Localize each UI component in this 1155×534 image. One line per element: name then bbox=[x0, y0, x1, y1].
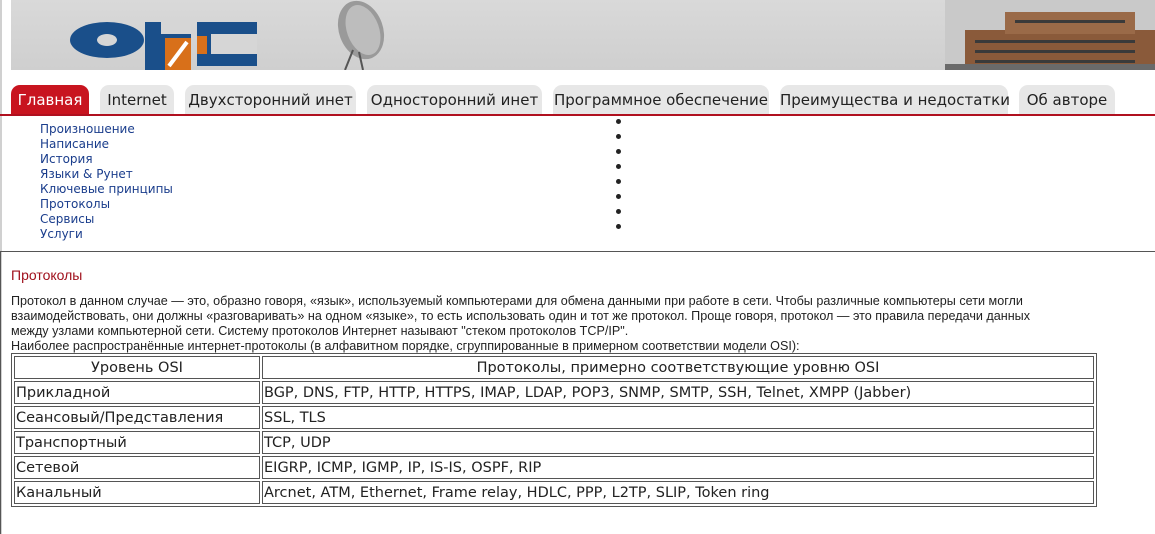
table-row bbox=[14, 381, 1094, 404]
osi-level-cell: Сетевой bbox=[14, 456, 260, 479]
osi-level-cell: Сеансовый/Представления bbox=[14, 406, 260, 429]
osi-level-cell: Прикладной bbox=[14, 381, 260, 404]
bullet-dot bbox=[616, 209, 621, 214]
bullet-dot bbox=[616, 149, 621, 154]
paragraph-line: Протокол в данном случае — это, образно говоря, «язык», используемый компьютерами для обмена данными при работе в сети. Чтобы различные компьютеры сети могли bbox=[11, 294, 1023, 308]
submenu-link-spelling[interactable]: Написание bbox=[40, 137, 109, 151]
main-navigation bbox=[0, 83, 1155, 116]
tab-one-way-internet[interactable]: Односторонний инет bbox=[367, 85, 542, 115]
bullet-column bbox=[616, 119, 621, 239]
osi-protocols-table bbox=[11, 353, 1097, 507]
bullet-dot bbox=[616, 194, 621, 199]
table-header-row bbox=[14, 356, 1094, 379]
building-photo bbox=[945, 0, 1155, 70]
site-logo bbox=[69, 8, 269, 70]
tab-software[interactable]: Программное обеспечение bbox=[553, 85, 769, 115]
content-left-border bbox=[0, 252, 1, 534]
tab-underline bbox=[0, 114, 1155, 116]
protocols-cell: BGP, DNS, FTP, HTTP, HTTPS, IMAP, LDAP, POP3, SNMP, SMTP, SSH, Telnet, XMPP (Jabber) bbox=[262, 381, 1094, 404]
bullet-dot bbox=[616, 224, 621, 229]
content-divider bbox=[0, 251, 1155, 252]
submenu-link-key-principles[interactable]: Ключевые принципы bbox=[40, 182, 173, 196]
header-banner bbox=[11, 0, 1155, 70]
section-title: Протоколы bbox=[11, 267, 83, 283]
tab-about-author[interactable]: Об авторе bbox=[1019, 85, 1115, 115]
table-row bbox=[14, 431, 1094, 454]
submenu-link-languages-runet[interactable]: Языки & Рунет bbox=[40, 167, 133, 181]
tab-home[interactable]: Главная bbox=[11, 85, 89, 115]
paragraph-line: Наиболее распространённые интернет-протоколы (в алфавитном порядке, сгруппированные в примерном соответствии модели OSI): bbox=[11, 339, 800, 353]
table-row bbox=[14, 406, 1094, 429]
bullet-dot bbox=[616, 164, 621, 169]
section-submenu bbox=[40, 122, 173, 242]
submenu-link-offerings[interactable]: Услуги bbox=[40, 227, 83, 241]
bullet-dot bbox=[616, 119, 621, 124]
table-row bbox=[14, 481, 1094, 504]
header-protocols: Протоколы, примерно соответствующие уровню OSI bbox=[262, 356, 1094, 379]
bullet-dot bbox=[616, 179, 621, 184]
osi-level-cell: Транспортный bbox=[14, 431, 260, 454]
submenu-link-history[interactable]: История bbox=[40, 152, 93, 166]
table-row bbox=[14, 456, 1094, 479]
submenu-link-protocols[interactable]: Протоколы bbox=[40, 197, 111, 211]
protocols-cell: TCP, UDP bbox=[262, 431, 1094, 454]
satellite-dish-image bbox=[323, 0, 397, 70]
bullet-dot bbox=[616, 134, 621, 139]
header-osi-level: Уровень OSI bbox=[14, 356, 260, 379]
tab-pros-cons[interactable]: Преимущества и недостатки bbox=[780, 85, 1008, 115]
protocol-description bbox=[11, 294, 1091, 354]
osi-level-cell: Канальный bbox=[14, 481, 260, 504]
protocols-cell: Arcnet, ATM, Ethernet, Frame relay, HDLC, PPP, L2TP, SLIP, Token ring bbox=[262, 481, 1094, 504]
paragraph-line: взаимодействовать, они должны «разговаривать» на одном «языке», то есть использовать один и тот же протокол. Проще говоря, протокол — это правила передачи данных bbox=[11, 309, 1031, 323]
protocols-cell: SSL, TLS bbox=[262, 406, 1094, 429]
paragraph-line: между узлами компьютерной сети. Систему протоколов Интернет называют "стеком протоколов TCP/IP". bbox=[11, 324, 629, 338]
submenu-link-services[interactable]: Сервисы bbox=[40, 212, 95, 226]
protocols-cell: EIGRP, ICMP, IGMP, IP, IS-IS, OSPF, RIP bbox=[262, 456, 1094, 479]
submenu-link-pronunciation[interactable]: Произношение bbox=[40, 122, 135, 136]
tab-two-way-internet[interactable]: Двухсторонний инет bbox=[185, 85, 356, 115]
tab-internet[interactable]: Internet bbox=[100, 85, 174, 115]
